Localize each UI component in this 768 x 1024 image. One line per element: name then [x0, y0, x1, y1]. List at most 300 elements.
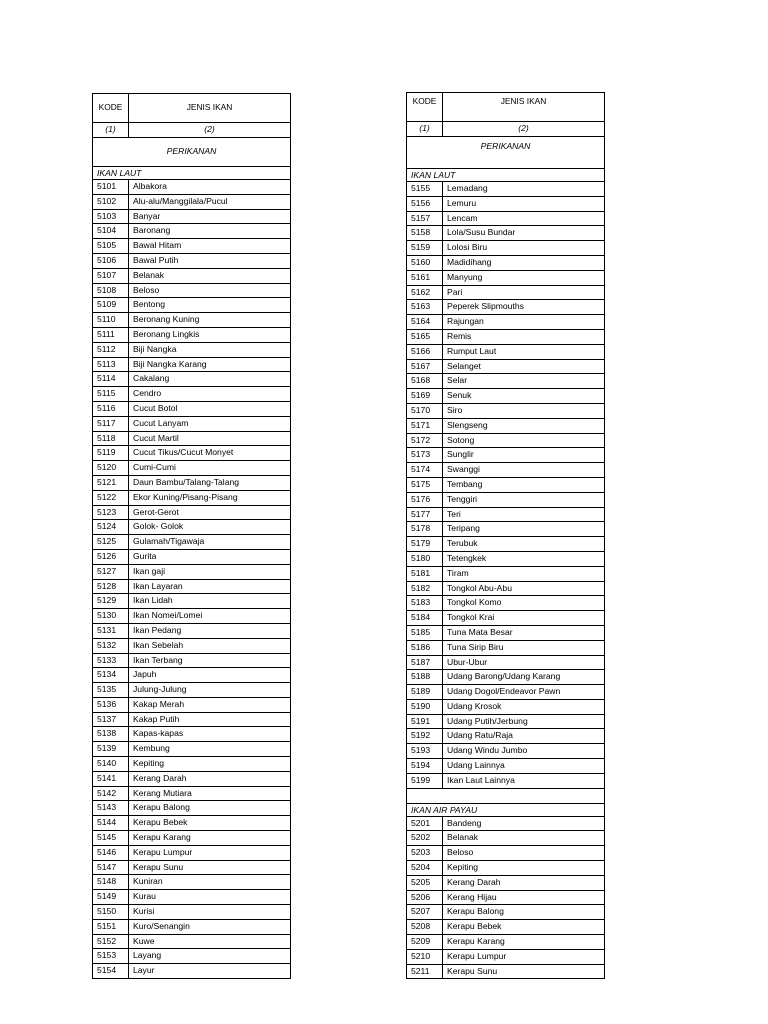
table-row — [93, 416, 291, 431]
jenis-ikan-cell: Kerang Darah — [443, 875, 605, 890]
kode-cell: 5164 — [407, 315, 443, 330]
table-row — [93, 742, 291, 757]
jenis-ikan-cell: Ikan Nomei/Lomei — [129, 609, 291, 624]
kode-cell: 5157 — [407, 211, 443, 226]
kode-header: KODE — [93, 94, 129, 123]
kode-cell: 5191 — [407, 714, 443, 729]
table-left-body — [93, 94, 291, 979]
table-row — [93, 609, 291, 624]
kode-cell: 5203 — [407, 846, 443, 861]
table-row — [407, 285, 605, 300]
kode-cell: 5141 — [93, 771, 129, 786]
table-row — [407, 463, 605, 478]
kode-cell: 5192 — [407, 729, 443, 744]
kode-cell: 5114 — [93, 372, 129, 387]
kode-cell: 5103 — [93, 209, 129, 224]
kode-cell: 5188 — [407, 670, 443, 685]
table-row — [407, 270, 605, 285]
jenis-ikan-cell: Udang Windu Jumbo — [443, 744, 605, 759]
table-row — [407, 241, 605, 256]
table-right-body — [407, 93, 605, 979]
jenis-ikan-cell: Ekor Kuning/Pisang-Pisang — [129, 490, 291, 505]
kode-cell: 5125 — [93, 535, 129, 550]
table-row — [407, 389, 605, 404]
jenis-ikan-cell: Bentong — [129, 298, 291, 313]
table-row — [93, 727, 291, 742]
jenis-ikan-cell: Kerapu Karang — [129, 831, 291, 846]
jenis-ikan-cell: Udang Dogol/Endeavor Pawn — [443, 685, 605, 700]
kode-cell: 5151 — [93, 919, 129, 934]
jenis-ikan-cell: Bawal Putih — [129, 253, 291, 268]
jenis-ikan-cell: Banyar — [129, 209, 291, 224]
group-row — [93, 167, 291, 180]
jenis-ikan-cell: Cucut Botol — [129, 401, 291, 416]
kode-cell: 5209 — [407, 935, 443, 950]
table-row — [407, 211, 605, 226]
table-row — [93, 253, 291, 268]
table-row — [93, 209, 291, 224]
group-row — [407, 169, 605, 182]
table-row — [407, 685, 605, 700]
table-row — [407, 625, 605, 640]
kode-cell: 5102 — [93, 194, 129, 209]
jenis-ikan-cell: Siro — [443, 403, 605, 418]
kode-cell: 5154 — [93, 964, 129, 979]
jenis-ikan-cell: Tembang — [443, 477, 605, 492]
table-row — [407, 477, 605, 492]
table-row — [93, 683, 291, 698]
table-row — [93, 564, 291, 579]
jenis-ikan-cell: Ikan Lidah — [129, 594, 291, 609]
table-row — [407, 714, 605, 729]
table-row — [407, 831, 605, 846]
table-row — [407, 744, 605, 759]
kode-cell: 5170 — [407, 403, 443, 418]
kode-cell: 5116 — [93, 401, 129, 416]
jenis-ikan-cell: Lencam — [443, 211, 605, 226]
jenis-ikan-header: JENIS IKAN — [129, 94, 291, 123]
jenis-ikan-cell: Japuh — [129, 668, 291, 683]
kode-cell: 5176 — [407, 492, 443, 507]
jenis-ikan-cell: Baronang — [129, 224, 291, 239]
kode-cell: 5132 — [93, 638, 129, 653]
jenis-ikan-cell: Slengseng — [443, 418, 605, 433]
kode-cell: 5123 — [93, 505, 129, 520]
table-row — [407, 196, 605, 211]
table-header-row — [93, 94, 291, 123]
table-row — [407, 596, 605, 611]
jenis-ikan-cell: Kurau — [129, 890, 291, 905]
kode-cell: 5113 — [93, 357, 129, 372]
table-row — [407, 773, 605, 788]
table-row — [93, 949, 291, 964]
kode-cell: 5117 — [93, 416, 129, 431]
jenis-ikan-cell: Cendro — [129, 387, 291, 402]
kode-cell: 5124 — [93, 520, 129, 535]
jenis-ikan-cell: Udang Krosok — [443, 699, 605, 714]
table-row — [407, 418, 605, 433]
kode-cell: 5181 — [407, 566, 443, 581]
table-row — [407, 374, 605, 389]
kode-cell: 5202 — [407, 831, 443, 846]
kode-cell: 5131 — [93, 623, 129, 638]
jenis-ikan-cell: Udang Lainnya — [443, 759, 605, 774]
kode-cell: 5119 — [93, 446, 129, 461]
table-row — [407, 964, 605, 979]
jenis-ikan-cell: Sunglir — [443, 448, 605, 463]
table-row — [93, 490, 291, 505]
kode-cell: 5178 — [407, 522, 443, 537]
jenis-ikan-cell: Ikan Layaran — [129, 579, 291, 594]
group-title: IKAN AIR PAYAU — [407, 803, 605, 816]
jenis-ikan-cell: Gulamah/Tigawaja — [129, 535, 291, 550]
jenis-ikan-cell: Bawal Hitam — [129, 239, 291, 254]
kode-cell: 5205 — [407, 875, 443, 890]
table-row — [407, 226, 605, 241]
table-row — [407, 640, 605, 655]
table-row — [93, 831, 291, 846]
jenis-ikan-cell: Kuro/Senangin — [129, 919, 291, 934]
table-row — [407, 492, 605, 507]
jenis-ikan-cell: Tuna Mata Besar — [443, 625, 605, 640]
table-row — [407, 566, 605, 581]
table-row — [93, 475, 291, 490]
jenis-ikan-cell: Beloso — [443, 846, 605, 861]
jenis-ikan-cell: Kakap Putih — [129, 712, 291, 727]
kode-cell: 5120 — [93, 461, 129, 476]
table-row — [93, 697, 291, 712]
kode-cell: 5142 — [93, 786, 129, 801]
table-row — [93, 180, 291, 195]
table-row — [93, 653, 291, 668]
kode-cell: 5144 — [93, 816, 129, 831]
kode-cell: 5122 — [93, 490, 129, 505]
kode-cell: 5143 — [93, 801, 129, 816]
section-title: PERIKANAN — [407, 137, 605, 169]
kode-cell: 5145 — [93, 831, 129, 846]
column-number-2: (2) — [443, 122, 605, 137]
jenis-ikan-cell: Tongkol Krai — [443, 611, 605, 626]
table-row — [407, 448, 605, 463]
jenis-ikan-cell: Udang Barong/Udang Karang — [443, 670, 605, 685]
kode-cell: 5148 — [93, 875, 129, 890]
table-row — [93, 771, 291, 786]
section-row — [407, 137, 605, 169]
table-row — [93, 327, 291, 342]
table-row — [93, 860, 291, 875]
jenis-ikan-cell: Gerot-Gerot — [129, 505, 291, 520]
jenis-ikan-cell: Ikan Sebelah — [129, 638, 291, 653]
kode-cell: 5173 — [407, 448, 443, 463]
jenis-ikan-cell: Albakora — [129, 180, 291, 195]
table-row — [93, 934, 291, 949]
table-row — [407, 699, 605, 714]
kode-cell: 5167 — [407, 359, 443, 374]
kode-cell: 5206 — [407, 890, 443, 905]
kode-cell: 5135 — [93, 683, 129, 698]
table-row — [407, 359, 605, 374]
kode-cell: 5201 — [407, 816, 443, 831]
kode-cell: 5158 — [407, 226, 443, 241]
kode-cell: 5165 — [407, 329, 443, 344]
jenis-ikan-cell: Lemadang — [443, 182, 605, 197]
table-row — [407, 403, 605, 418]
jenis-ikan-cell: Kerapu Karang — [443, 935, 605, 950]
kode-cell: 5172 — [407, 433, 443, 448]
jenis-ikan-cell: Udang Putih/Jerbung — [443, 714, 605, 729]
kode-cell: 5174 — [407, 463, 443, 478]
table-row — [93, 239, 291, 254]
table-row — [407, 890, 605, 905]
jenis-ikan-cell: Alu-alu/Manggilala/Pucul — [129, 194, 291, 209]
table-row — [93, 268, 291, 283]
table-row — [93, 919, 291, 934]
table-row — [93, 387, 291, 402]
jenis-ikan-cell: Remis — [443, 329, 605, 344]
jenis-ikan-cell: Beloso — [129, 283, 291, 298]
jenis-ikan-cell: Madidihang — [443, 255, 605, 270]
table-row — [407, 920, 605, 935]
table-row — [93, 313, 291, 328]
kode-cell: 5199 — [407, 773, 443, 788]
kode-cell: 5159 — [407, 241, 443, 256]
table-row — [93, 357, 291, 372]
table-row — [407, 329, 605, 344]
kode-cell: 5127 — [93, 564, 129, 579]
jenis-ikan-cell: Senuk — [443, 389, 605, 404]
kode-cell: 5177 — [407, 507, 443, 522]
kode-cell: 5110 — [93, 313, 129, 328]
kode-cell: 5185 — [407, 625, 443, 640]
kode-cell: 5161 — [407, 270, 443, 285]
jenis-ikan-cell: Sotong — [443, 433, 605, 448]
jenis-ikan-cell: Belanak — [129, 268, 291, 283]
kode-cell: 5166 — [407, 344, 443, 359]
table-row — [407, 315, 605, 330]
table-row — [93, 224, 291, 239]
table-row — [93, 194, 291, 209]
jenis-ikan-cell: Ikan Laut Lainnya — [443, 773, 605, 788]
kode-cell: 5208 — [407, 920, 443, 935]
table-row — [407, 935, 605, 950]
kode-cell: 5146 — [93, 845, 129, 860]
fish-code-table-right — [406, 92, 605, 979]
jenis-ikan-cell: Kerapu Lumpur — [129, 845, 291, 860]
table-row — [407, 255, 605, 270]
table-row — [93, 461, 291, 476]
jenis-ikan-cell: Kuwe — [129, 934, 291, 949]
kode-cell: 5168 — [407, 374, 443, 389]
jenis-ikan-cell: Tiram — [443, 566, 605, 581]
kode-cell: 5134 — [93, 668, 129, 683]
table-row — [93, 298, 291, 313]
jenis-ikan-cell: Cucut Lanyam — [129, 416, 291, 431]
jenis-ikan-cell: Tongkol Komo — [443, 596, 605, 611]
blank-cell — [407, 788, 605, 803]
kode-cell: 5169 — [407, 389, 443, 404]
jenis-ikan-cell: Cakalang — [129, 372, 291, 387]
jenis-ikan-cell: Cucut Martil — [129, 431, 291, 446]
kode-cell: 5204 — [407, 861, 443, 876]
kode-cell: 5128 — [93, 579, 129, 594]
jenis-ikan-cell: Udang Ratu/Raja — [443, 729, 605, 744]
table-row — [407, 611, 605, 626]
kode-cell: 5187 — [407, 655, 443, 670]
kode-cell: 5175 — [407, 477, 443, 492]
jenis-ikan-cell: Kapas-kapas — [129, 727, 291, 742]
section-row — [93, 138, 291, 167]
table-row — [407, 300, 605, 315]
kode-cell: 5160 — [407, 255, 443, 270]
kode-cell: 5180 — [407, 551, 443, 566]
jenis-ikan-cell: Ikan gaji — [129, 564, 291, 579]
jenis-ikan-cell: Beronang Kuning — [129, 313, 291, 328]
jenis-ikan-cell: Tongkol Abu-Abu — [443, 581, 605, 596]
table-row — [407, 861, 605, 876]
kode-cell: 5109 — [93, 298, 129, 313]
jenis-ikan-cell: Kerapu Sunu — [129, 860, 291, 875]
kode-cell: 5186 — [407, 640, 443, 655]
jenis-ikan-cell: Swanggi — [443, 463, 605, 478]
kode-cell: 5182 — [407, 581, 443, 596]
table-row — [407, 905, 605, 920]
jenis-ikan-cell: Selar — [443, 374, 605, 389]
jenis-ikan-cell: Ubur-Ubur — [443, 655, 605, 670]
jenis-ikan-cell: Belanak — [443, 831, 605, 846]
jenis-ikan-cell: Teripang — [443, 522, 605, 537]
jenis-ikan-cell: Teri — [443, 507, 605, 522]
table-row — [93, 283, 291, 298]
table-row — [93, 757, 291, 772]
kode-cell: 5207 — [407, 905, 443, 920]
kode-cell: 5149 — [93, 890, 129, 905]
jenis-ikan-cell: Kerapu Balong — [129, 801, 291, 816]
kode-cell: 5190 — [407, 699, 443, 714]
jenis-ikan-cell: Tuna Sirip Biru — [443, 640, 605, 655]
jenis-ikan-cell: Tenggiri — [443, 492, 605, 507]
jenis-ikan-cell: Rumput Laut — [443, 344, 605, 359]
jenis-ikan-cell: Kerapu Bebek — [443, 920, 605, 935]
jenis-ikan-cell: Selanget — [443, 359, 605, 374]
kode-cell: 5118 — [93, 431, 129, 446]
table-row — [407, 537, 605, 552]
kode-cell: 5184 — [407, 611, 443, 626]
column-number-2: (2) — [129, 123, 291, 138]
table-row — [93, 505, 291, 520]
jenis-ikan-cell: Biji Nangka — [129, 342, 291, 357]
jenis-ikan-cell: Lemuru — [443, 196, 605, 211]
jenis-ikan-header: JENIS IKAN — [443, 93, 605, 122]
table-row — [93, 520, 291, 535]
jenis-ikan-cell: Layang — [129, 949, 291, 964]
kode-cell: 5194 — [407, 759, 443, 774]
table-row — [93, 816, 291, 831]
kode-cell: 5106 — [93, 253, 129, 268]
jenis-ikan-cell: Daun Bambu/Talang-Talang — [129, 475, 291, 490]
kode-cell: 5137 — [93, 712, 129, 727]
kode-cell: 5211 — [407, 964, 443, 979]
table-row — [407, 949, 605, 964]
jenis-ikan-cell: Cucut Tikus/Cucut Monyet — [129, 446, 291, 461]
table-row — [407, 522, 605, 537]
table-row — [407, 655, 605, 670]
table-row — [93, 668, 291, 683]
jenis-ikan-cell: Kerapu Bebek — [129, 816, 291, 831]
table-row — [93, 801, 291, 816]
jenis-ikan-cell: Lolosi Biru — [443, 241, 605, 256]
jenis-ikan-cell: Biji Nangka Karang — [129, 357, 291, 372]
blank-row — [407, 788, 605, 803]
kode-cell: 5129 — [93, 594, 129, 609]
table-row — [407, 729, 605, 744]
kode-cell: 5126 — [93, 549, 129, 564]
table-row — [93, 623, 291, 638]
table-row — [93, 401, 291, 416]
jenis-ikan-cell: Kerapu Lumpur — [443, 949, 605, 964]
jenis-ikan-cell: Kakap Merah — [129, 697, 291, 712]
kode-cell: 5153 — [93, 949, 129, 964]
table-row — [93, 712, 291, 727]
kode-cell: 5179 — [407, 537, 443, 552]
column-number-1: (1) — [93, 123, 129, 138]
jenis-ikan-cell: Lola/Susu Bundar — [443, 226, 605, 241]
kode-cell: 5140 — [93, 757, 129, 772]
jenis-ikan-cell: Bandeng — [443, 816, 605, 831]
table-row — [93, 890, 291, 905]
table-row — [93, 594, 291, 609]
kode-cell: 5139 — [93, 742, 129, 757]
jenis-ikan-cell: Kerang Mutiara — [129, 786, 291, 801]
jenis-ikan-cell: Tetengkek — [443, 551, 605, 566]
column-number-row — [93, 123, 291, 138]
table-row — [93, 638, 291, 653]
jenis-ikan-cell: Kepiting — [443, 861, 605, 876]
table-row — [407, 551, 605, 566]
group-row — [407, 803, 605, 816]
table-row — [407, 507, 605, 522]
table-row — [407, 581, 605, 596]
kode-cell: 5115 — [93, 387, 129, 402]
jenis-ikan-cell: Julung-Julung — [129, 683, 291, 698]
table-row — [407, 846, 605, 861]
fish-code-table-left — [92, 93, 291, 979]
table-row — [407, 670, 605, 685]
table-row — [93, 786, 291, 801]
group-title: IKAN LAUT — [93, 167, 291, 180]
table-row — [407, 182, 605, 197]
jenis-ikan-cell: Manyung — [443, 270, 605, 285]
kode-cell: 5136 — [93, 697, 129, 712]
group-title: IKAN LAUT — [407, 169, 605, 182]
table-row — [407, 875, 605, 890]
jenis-ikan-cell: Layur — [129, 964, 291, 979]
table-row — [93, 535, 291, 550]
kode-cell: 5162 — [407, 285, 443, 300]
kode-cell: 5138 — [93, 727, 129, 742]
jenis-ikan-cell: Ikan Pedang — [129, 623, 291, 638]
table-row — [93, 875, 291, 890]
jenis-ikan-cell: Beronang Lingkis — [129, 327, 291, 342]
jenis-ikan-cell: Kerapu Sunu — [443, 964, 605, 979]
kode-cell: 5183 — [407, 596, 443, 611]
kode-cell: 5147 — [93, 860, 129, 875]
jenis-ikan-cell: Kerang Darah — [129, 771, 291, 786]
kode-cell: 5155 — [407, 182, 443, 197]
jenis-ikan-cell: Kerapu Balong — [443, 905, 605, 920]
kode-cell: 5108 — [93, 283, 129, 298]
table-row — [407, 759, 605, 774]
kode-cell: 5193 — [407, 744, 443, 759]
